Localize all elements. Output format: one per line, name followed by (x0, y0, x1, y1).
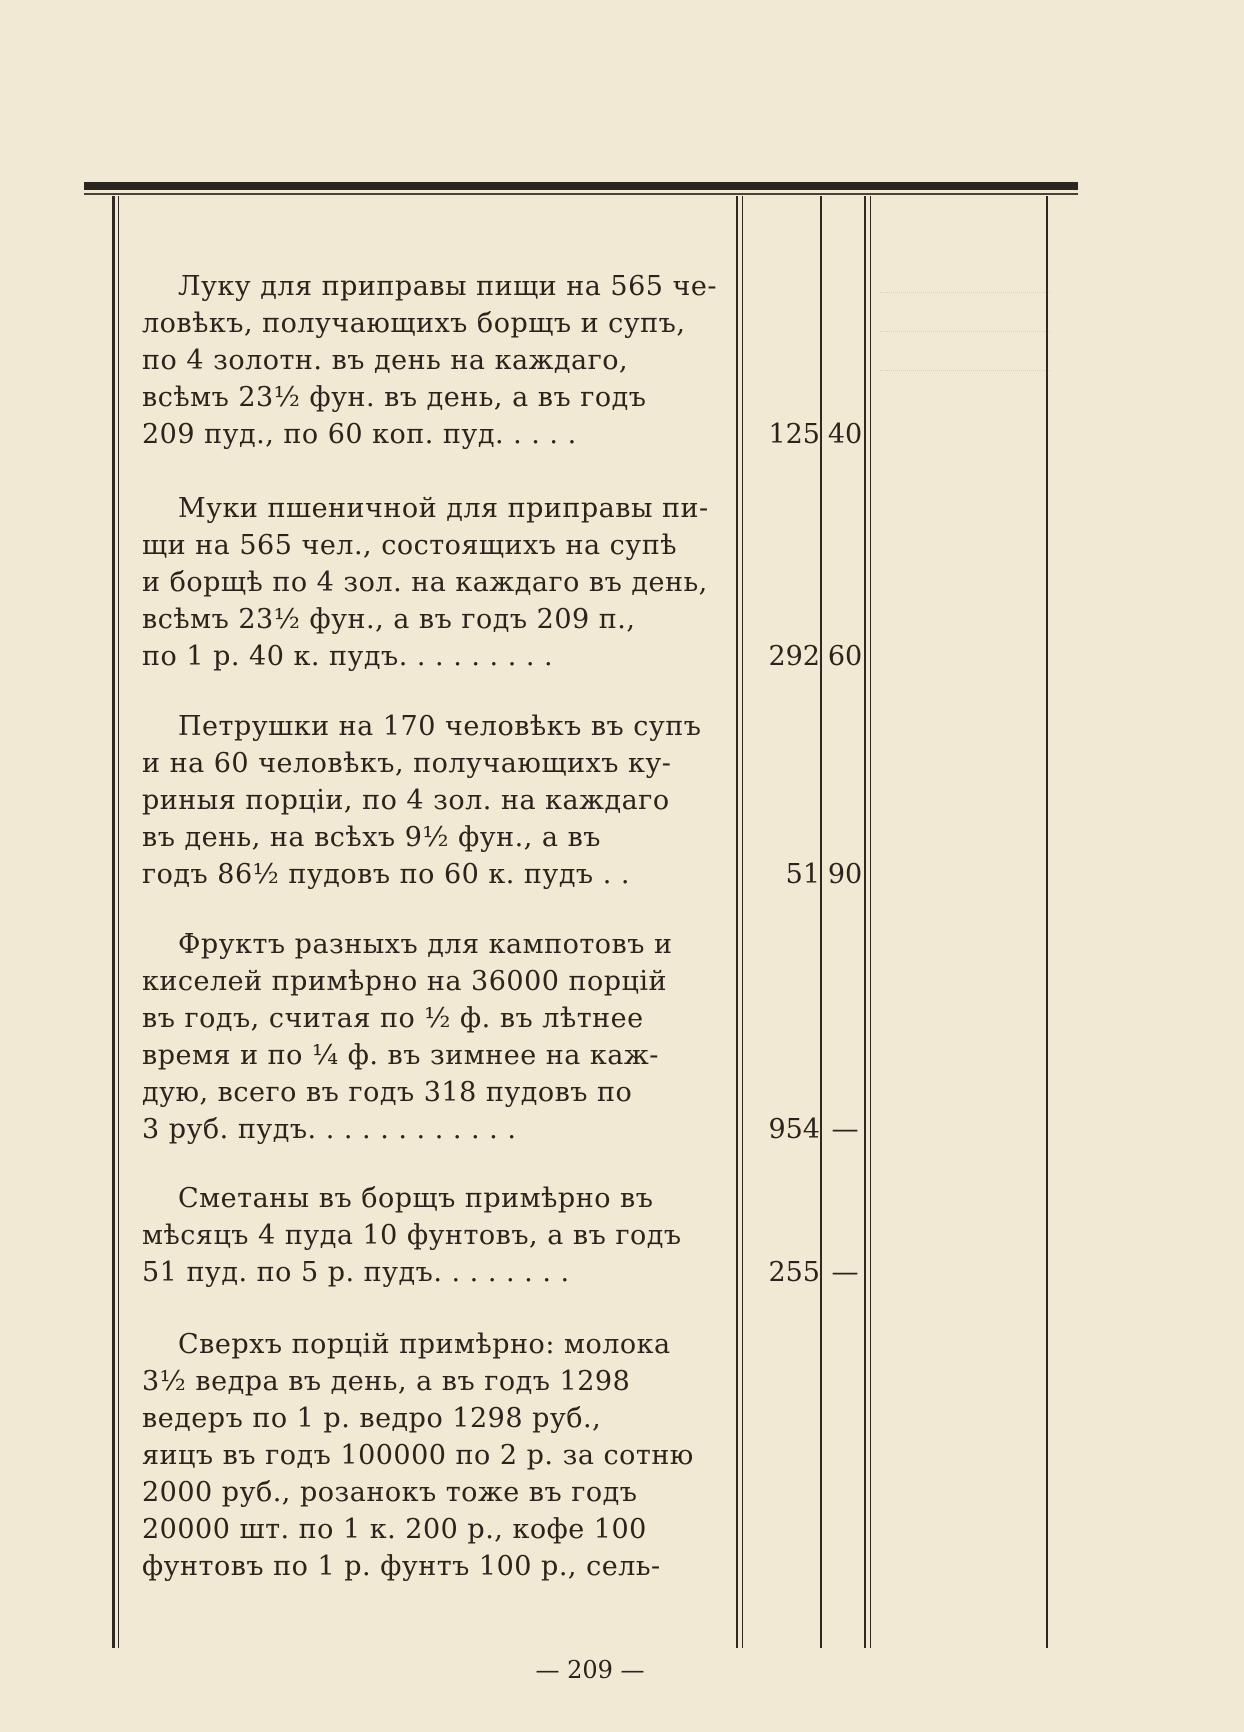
entry-line: 3 руб. пудъ. . . . . . . . . . . . (142, 1114, 517, 1145)
entry-line: всѣмъ 23½ фун. въ день, а въ годъ (142, 382, 647, 413)
entry-onion (142, 268, 720, 453)
entry-line: мѣсяцъ 4 пуда 10 фунтовъ, а въ годъ (142, 1220, 682, 1251)
entry-line: Петрушки на 170 человѣкъ въ супъ (178, 711, 702, 742)
entry-line: 51 пуд. по 5 р. пудъ. . . . . . . . (142, 1257, 570, 1288)
entry-line: щи на 565 чел., состоящихъ на супѣ (142, 530, 677, 561)
entry-line: всѣмъ 23½ фун., а въ годъ 209 п., (142, 604, 636, 635)
text-column-divider (736, 196, 738, 1648)
amount-rubles: 51 (785, 859, 820, 890)
entry-line: киселей примѣрно на 36000 порцій (142, 966, 668, 997)
page-number: — 209 — (535, 1656, 645, 1684)
left-border-line-2 (118, 196, 119, 1648)
entry-line: время и по ¼ ф. въ зимнее на каж- (142, 1040, 659, 1071)
amount-kopecks: 90 (827, 859, 863, 890)
entry-line: годъ 86½ пудовъ по 60 к. пудъ . . (142, 859, 630, 890)
amount-rubles: 255 (768, 1257, 820, 1288)
left-border-line (112, 196, 115, 1648)
entry-flour (142, 490, 720, 675)
right-edge-line (1046, 196, 1048, 1648)
entry-line: въ годъ, считая по ½ ф. въ лѣтнее (142, 1003, 644, 1034)
amount-rubles: 125 (768, 419, 820, 450)
text-column-divider-2 (742, 196, 743, 1648)
entry-line: ведеръ по 1 р. ведро 1298 руб., (142, 1403, 602, 1434)
entry-extra-portions (142, 1326, 720, 1585)
entry-line: Фруктъ разныхъ для кампотовъ и (178, 929, 673, 960)
amount-rubles: 292 (768, 641, 820, 672)
top-rule-thin (84, 193, 1078, 195)
amount-rubles: 954 (768, 1114, 820, 1145)
entry-line: по 4 золотн. въ день на каждаго, (142, 345, 629, 376)
kopecks-right-divider (864, 196, 866, 1648)
entry-line: Сметаны въ борщъ примѣрно въ (178, 1183, 654, 1214)
entry-line: по 1 р. 40 к. пудъ. . . . . . . . . (142, 641, 554, 672)
amount-kopecks: 40 (827, 419, 863, 450)
entry-line: 20000 шт. по 1 к. 200 р., кофе 100 (142, 1514, 647, 1545)
entry-line: яицъ въ годъ 100000 по 2 р. за сотню (142, 1440, 694, 1471)
entry-line: Луку для приправы пищи на 565 че- (178, 271, 717, 302)
entry-line: 2000 руб., розанокъ тоже въ годъ (142, 1477, 638, 1508)
kopecks-right-divider-2 (870, 196, 871, 1648)
entry-line: въ день, на всѣхъ 9½ фун., а въ (142, 822, 601, 853)
entry-line: риныя порціи, по 4 зол. на каждаго (142, 785, 670, 816)
entry-line: Муки пшеничной для приправы пи- (178, 493, 709, 524)
entry-line: 3½ ведра въ день, а въ годъ 1298 (142, 1366, 631, 1397)
rubles-kopecks-divider (820, 196, 822, 1648)
entry-sour-cream (142, 1180, 720, 1291)
amount-kopecks: — (831, 1114, 859, 1145)
amount-kopecks: 60 (827, 641, 863, 672)
bleed-through (880, 262, 1050, 432)
entry-line: и на 60 человѣкъ, получающихъ ку- (142, 748, 672, 779)
entry-line: дую, всего въ годъ 318 пудовъ по (142, 1077, 633, 1108)
amount-kopecks: — (831, 1257, 859, 1288)
entry-fruit (142, 926, 720, 1148)
entry-line: фунтовъ по 1 р. фунтъ 100 р., сель- (142, 1551, 661, 1582)
entry-line: ловѣкъ, получающихъ борщъ и супъ, (142, 308, 686, 339)
entry-line: 209 пуд., по 60 коп. пуд. . . . . (142, 419, 577, 450)
top-rule (84, 182, 1078, 190)
entry-parsley (142, 708, 720, 893)
entry-line: Сверхъ порцій примѣрно: молока (178, 1329, 671, 1360)
entry-line: и борщѣ по 4 зол. на каждаго въ день, (142, 567, 708, 598)
